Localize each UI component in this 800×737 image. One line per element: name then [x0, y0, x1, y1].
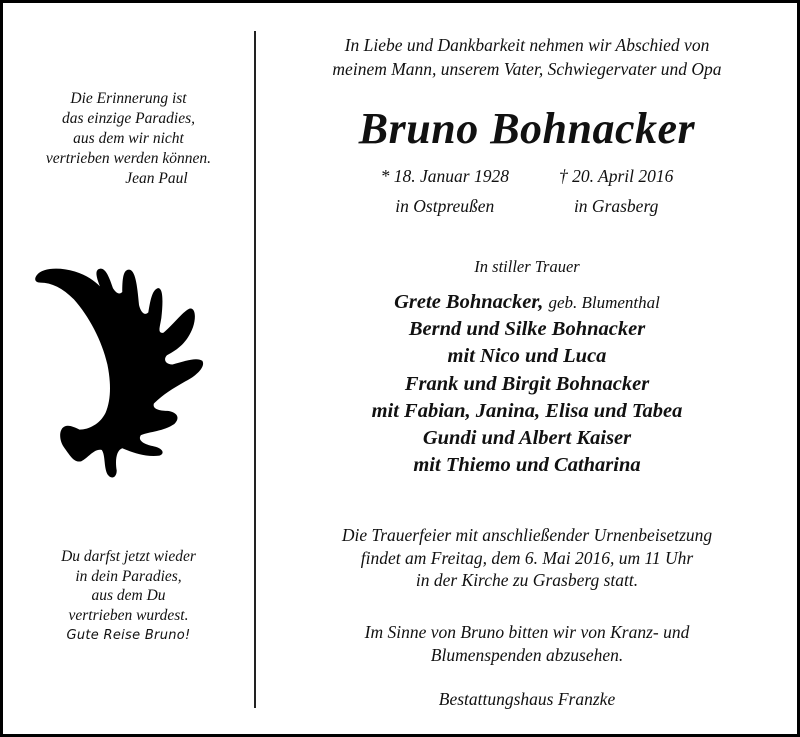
donation-note — [257, 621, 797, 666]
antler-icon — [33, 259, 219, 483]
service-line: Die Trauerfeier mit anschließender Urnenbeisetzung — [341, 525, 713, 545]
intro-line: In Liebe und Dankbarkeit nehmen wir Abschied von — [344, 35, 710, 55]
family-list — [257, 289, 797, 479]
quote-line: Die Erinnerung ist — [70, 90, 187, 107]
service-line: in der Kirche zu Grasberg statt. — [415, 570, 639, 590]
family-line — [257, 289, 797, 316]
donation-line: Im Sinne von Bruno bitten wir von Kranz- und — [364, 622, 690, 642]
quote-bottom — [3, 547, 254, 647]
death-date: † 20. April 2016 — [558, 166, 674, 186]
life-dates — [257, 161, 797, 221]
family-line: mit Fabian, Janina, Elisa und Tabea — [371, 399, 683, 422]
birth-date: * 18. Januar 1928 — [380, 166, 509, 186]
quote-line: aus dem wir nicht — [73, 130, 184, 147]
birth-place: in Ostpreußen — [395, 196, 495, 216]
quote-line: vertrieben werden können. — [45, 150, 212, 167]
death-info — [559, 161, 673, 221]
family-line: Gundi und Albert Kaiser — [422, 427, 632, 450]
widow-name: Grete Bohnacker, — [394, 291, 544, 313]
quote-line: aus dem Du — [91, 587, 166, 604]
family-line: Bernd und Silke Bohnacker — [408, 318, 646, 341]
service-line: findet am Freitag, dem 6. Mai 2016, um 11 Uhr — [360, 547, 694, 568]
intro-text — [257, 33, 797, 81]
quote-author: Jean Paul — [125, 170, 188, 187]
family-line: mit Thiemo und Catharina — [413, 454, 641, 477]
quote-line: in dein Paradies, — [75, 567, 182, 585]
death-place: in Grasberg — [573, 196, 659, 216]
quote-top — [3, 89, 254, 189]
quote-line: Du darfst jetzt wieder — [61, 548, 196, 565]
quote-line: das einzige Paradies, — [61, 110, 196, 127]
quote-line: vertrieben wurdest. — [68, 606, 189, 624]
intro-line: meinem Mann, unserem Vater, Schwiegervater und Opa — [332, 59, 722, 79]
donation-line: Blumenspenden abzusehen. — [430, 644, 624, 665]
family-line: Frank und Birgit Bohnacker — [404, 372, 650, 395]
column-divider — [254, 31, 256, 708]
birth-info — [381, 161, 509, 221]
deceased-name: Bruno Bohnacker — [358, 104, 696, 153]
mourning-heading: In stiller Trauer — [474, 257, 580, 276]
family-line: mit Nico und Luca — [447, 345, 607, 368]
farewell-line: Gute Reise Bruno! — [66, 628, 191, 643]
maiden-name: geb. Blumenthal — [548, 293, 660, 312]
undertaker-name: Bestattungshaus Franzke — [438, 689, 616, 709]
service-info — [257, 524, 797, 592]
